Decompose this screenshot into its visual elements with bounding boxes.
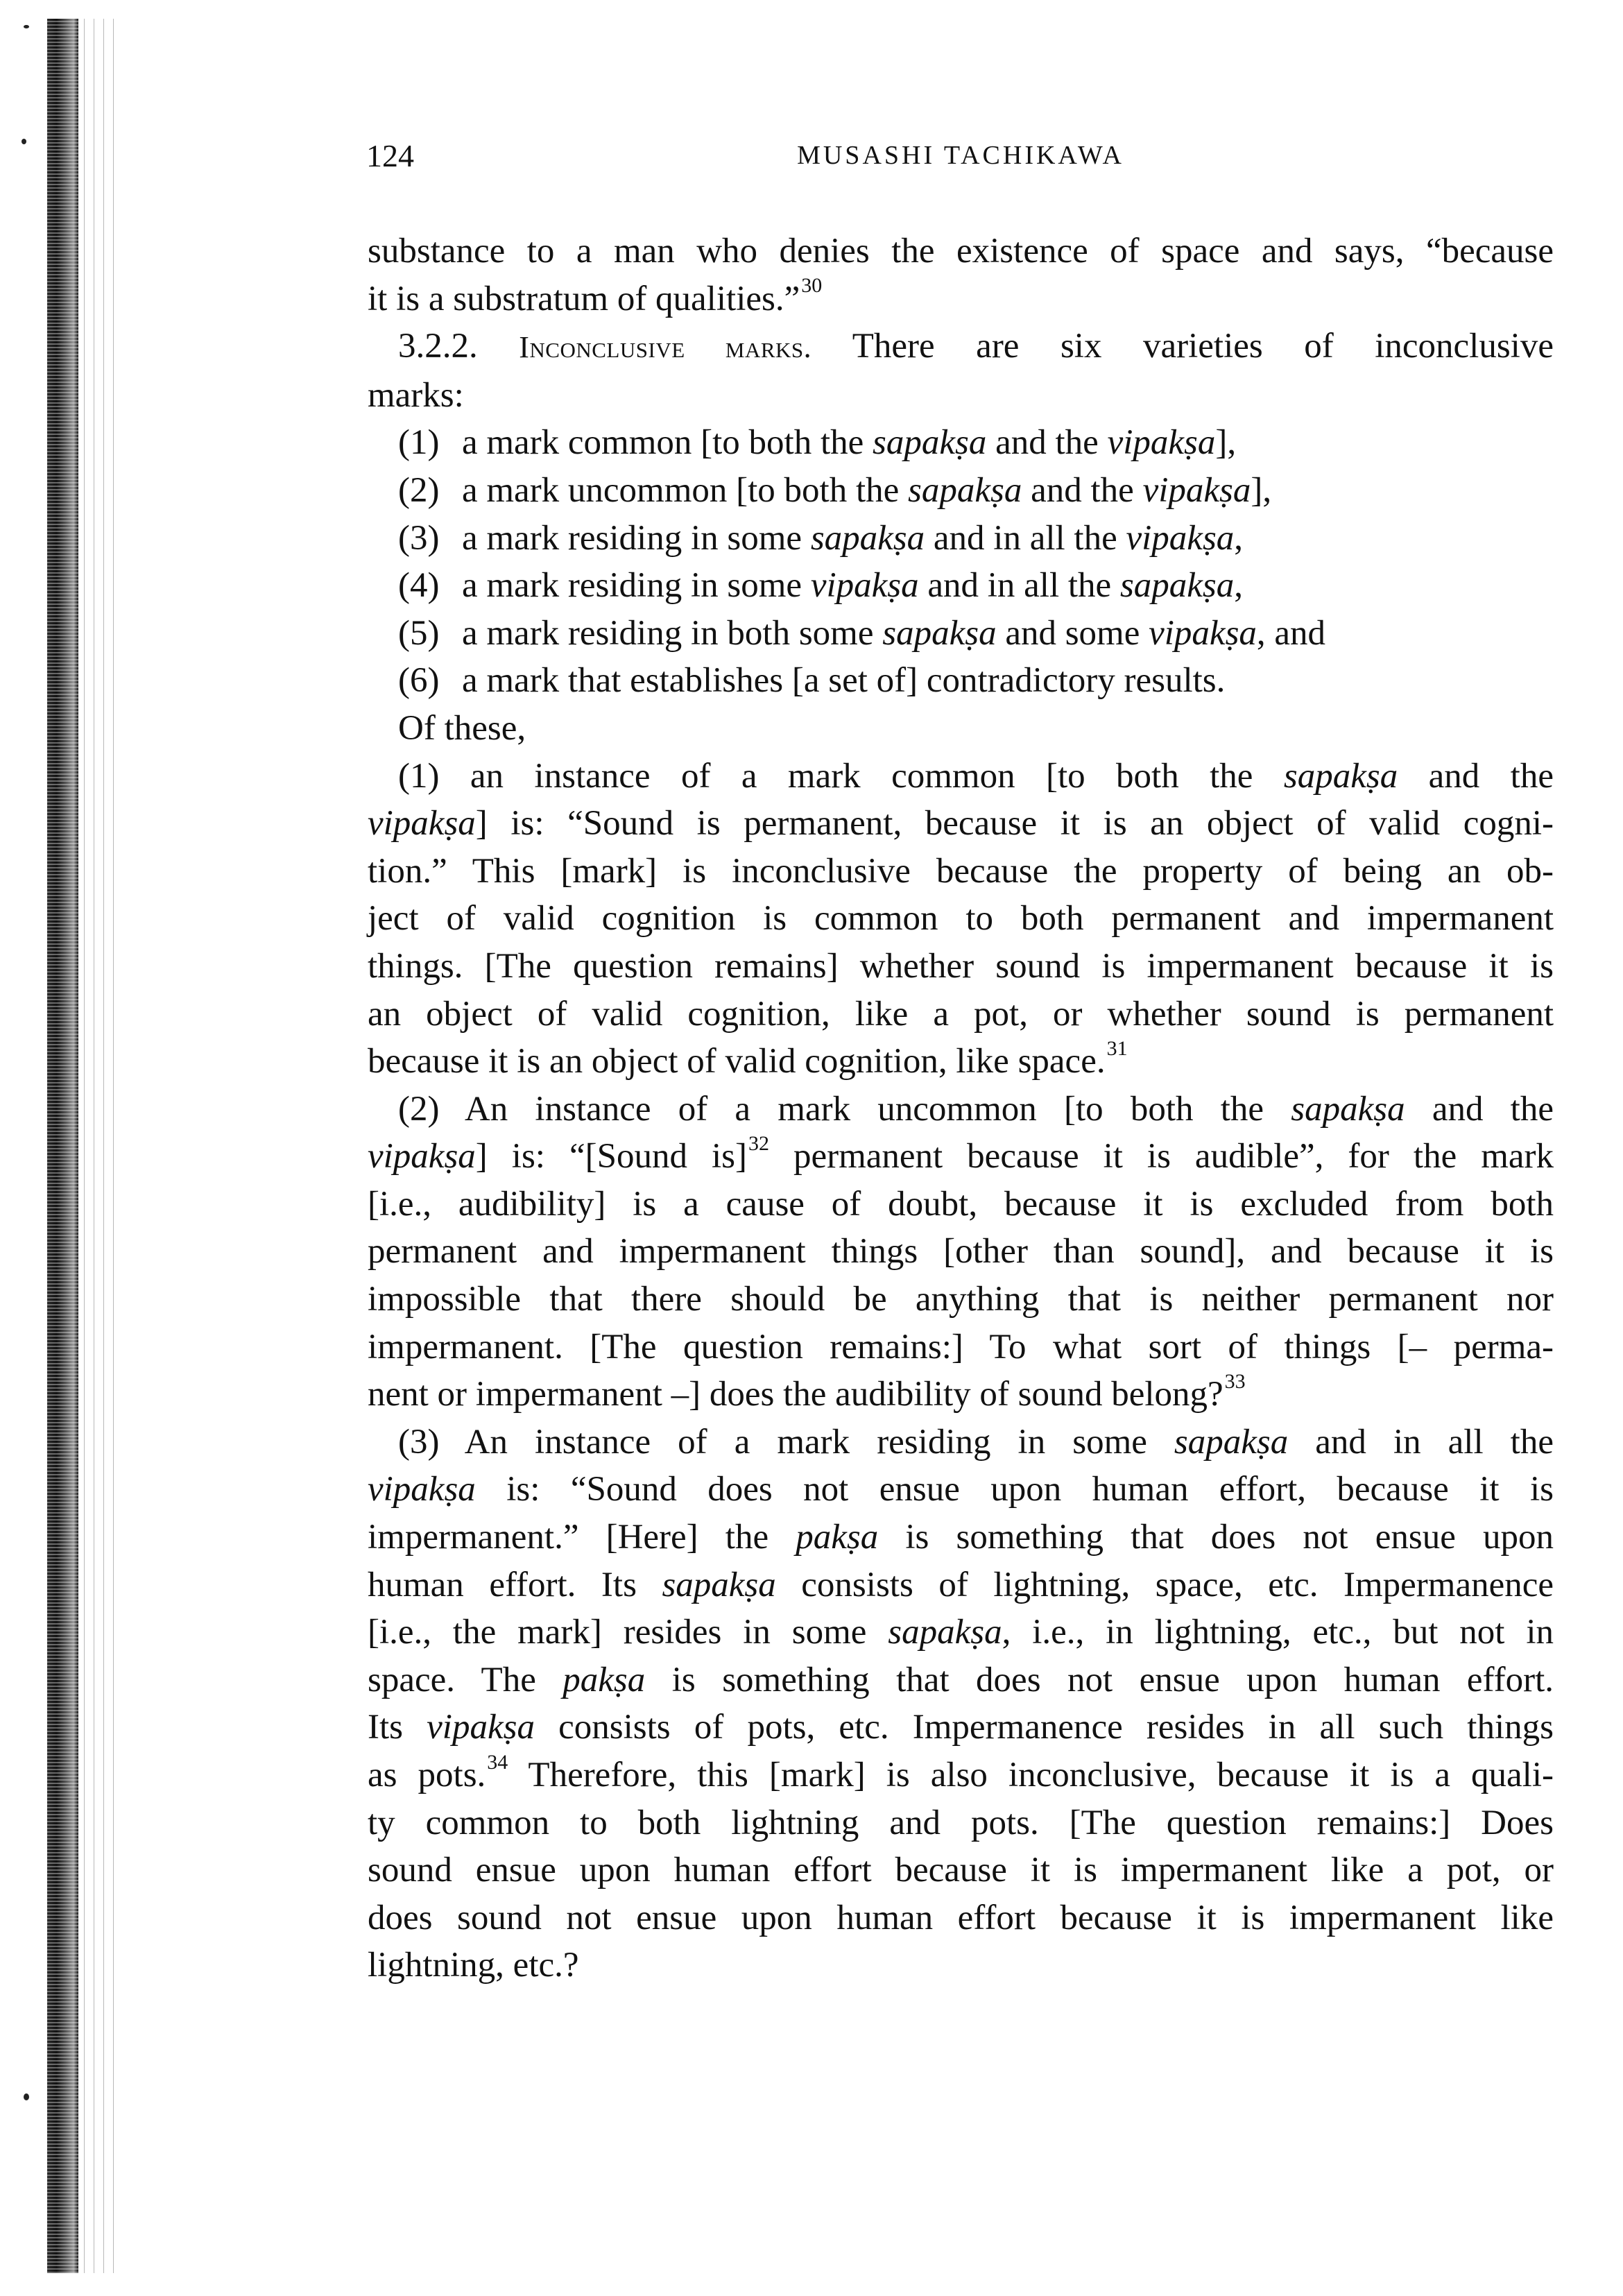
body-text (368, 228, 1554, 1989)
instance-2-paragraph (368, 1086, 1554, 1133)
text-line (368, 1704, 1554, 1751)
text-line: impossible that there should be anything that is neither permanent nor (368, 1280, 1554, 1319)
text-line: [i.e., audibility] is a cause of doubt, because it is excluded from both (368, 1184, 1554, 1224)
text-span: and in all the (925, 518, 1126, 558)
text-span: and the (986, 423, 1108, 463)
text-span: space. The (368, 1660, 563, 1699)
text-line (368, 1133, 1554, 1181)
text-line: things. [The question remains] whether sound is impermanent because it is (368, 946, 1554, 986)
text-line (368, 1466, 1554, 1514)
text-span: and the (1405, 1089, 1554, 1129)
text-line (368, 1656, 1554, 1704)
text-span: and in all the (918, 566, 1120, 606)
term: pakṣa (563, 1660, 646, 1699)
term: sapakṣa (1119, 566, 1235, 606)
scanned-binding-shadow (78, 19, 117, 2273)
text-line (368, 800, 1554, 848)
text-span: is something that does not ensue upon human effort. (645, 1660, 1554, 1699)
instance-3-continuation (368, 1466, 1554, 1989)
list-item (368, 515, 1554, 563)
text-span: it is a substratum of qualities.” (368, 279, 800, 318)
text-span: (3) An instance of a mark residing in some (398, 1422, 1174, 1462)
text-span: Its (368, 1708, 427, 1747)
text-span: a mark uncommon [to both the (462, 470, 909, 510)
text-line (368, 323, 1554, 372)
scan-speck (24, 25, 29, 28)
text-span: There are six varieties of inconclusive (852, 327, 1554, 366)
term: sapakṣa (882, 613, 997, 653)
text-line: substance to a man who denies the existence of space and says, “because (368, 232, 1554, 271)
text-line (368, 275, 1554, 323)
text-span: because it is an object of valid cognition, like space. (368, 1042, 1106, 1081)
instance-2-continuation (368, 1133, 1554, 1419)
text-span: ] is: “[Sound is] (475, 1137, 747, 1176)
term: vipakṣa (427, 1708, 535, 1747)
term: vipakṣa (368, 804, 476, 843)
text-span: permanent because it is audible”, for the mark (768, 1137, 1554, 1176)
text-span: human effort. Its (368, 1565, 662, 1604)
term: sapakṣa (873, 423, 987, 463)
scan-speck (24, 2093, 29, 2100)
text-span: Therefore, this [mark] is also inconclusive, because it is a quali- (508, 1756, 1554, 1794)
list-item (368, 657, 1554, 705)
footnote-ref[interactable]: 33 (1224, 1369, 1246, 1393)
text-line (368, 1514, 1554, 1561)
text-line: impermanent. [The question remains:] To what sort of things [– perma- (368, 1327, 1554, 1367)
list-number: (2) (398, 470, 440, 510)
term: vipakṣa (1149, 613, 1257, 653)
text-span: (2) An instance of a mark uncommon [to both the (398, 1089, 1291, 1129)
list-item (368, 419, 1554, 467)
term: sapakṣa (908, 470, 1022, 510)
text-line: marks: (368, 375, 464, 415)
text-span: as pots. (368, 1756, 486, 1794)
text-span: , (1234, 518, 1244, 558)
term: pakṣa (796, 1518, 879, 1557)
text-span: [i.e., the mark] resides in some (368, 1613, 888, 1652)
list-number: (3) (398, 518, 440, 558)
text-span: consists of lightning, space, etc. Impermanence (775, 1565, 1554, 1604)
text-span: (1) an instance of a mark common [to both the (398, 756, 1284, 796)
text-line (368, 1751, 1554, 1799)
term: sapakṣa (1283, 756, 1398, 796)
page-number: 124 (366, 138, 414, 173)
varieties-list (368, 419, 1554, 705)
text-span: ], (1215, 423, 1237, 463)
text-line (368, 753, 1554, 800)
text-line: tion.” This [mark] is inconclusive because the property of being an ob- (368, 851, 1554, 891)
text-line: an object of valid cognition, like a pot, or whether sound is permanent (368, 994, 1554, 1034)
text-span: Of these, (398, 708, 526, 748)
term: sapakṣa (888, 1613, 1002, 1652)
section-number: 3.2.2. (398, 327, 478, 366)
text-line: permanent and impermanent things [other than sound], and because it is (368, 1232, 1554, 1271)
text-line: sound ensue upon human effort because it is impermanent like a pot, or (368, 1851, 1554, 1890)
text-line (368, 1561, 1554, 1609)
text-line (368, 1419, 1554, 1466)
term: vipakṣa (1142, 470, 1251, 510)
term: vipakṣa (368, 1470, 476, 1509)
text-span: , i.e., in lightning, etc., but not in (1002, 1613, 1554, 1652)
of-these (368, 705, 1554, 753)
text-span: a mark that establishes [a set of] contradictory results. (462, 661, 1226, 701)
text-span: , (1234, 566, 1244, 606)
text-span: , and (1256, 613, 1326, 653)
footnote-ref[interactable]: 32 (748, 1131, 769, 1155)
footnote-ref[interactable]: 34 (487, 1750, 508, 1774)
text-span: impermanent.” [Here] the (368, 1518, 796, 1557)
term: vipakṣa (1107, 423, 1216, 463)
text-span: a mark common [to both the (462, 423, 873, 463)
list-number: (1) (398, 423, 440, 463)
instance-1-paragraph (368, 753, 1554, 800)
text-span: and the (1398, 756, 1554, 796)
text-span: ] is: “Sound is permanent, because it is an object of valid cogni- (475, 804, 1554, 843)
list-number: (4) (398, 566, 440, 606)
running-title: MUSASHI TACHIKAWA (797, 141, 1124, 170)
instance-1-continuation (368, 800, 1554, 1086)
text-span: is: “Sound does not ensue upon human effort, because it is (475, 1470, 1554, 1509)
text-span: a mark residing in some (462, 518, 811, 558)
running-head (368, 137, 1554, 179)
text-span: nent or impermanent –] does the audibility of sound belong? (368, 1375, 1223, 1414)
list-item (368, 610, 1554, 658)
footnote-ref[interactable]: 31 (1106, 1036, 1128, 1060)
text-span: ], (1251, 470, 1272, 510)
section-paragraph (368, 323, 1554, 372)
scanned-binding-edge (47, 19, 78, 2273)
list-item (368, 562, 1554, 610)
text-line: does sound not ensue upon human effort because it is impermanent like (368, 1898, 1554, 1937)
term: sapakṣa (1174, 1422, 1289, 1462)
text-line: ject of valid cognition is common to both permanent and impermanent (368, 899, 1554, 939)
term: vipakṣa (810, 566, 919, 606)
text-line (368, 1609, 1554, 1656)
paragraph-continuation (368, 372, 1554, 420)
term: vipakṣa (1126, 518, 1235, 558)
instance-3-paragraph (368, 1419, 1554, 1466)
text-line: lightning, etc.? (368, 1946, 579, 1985)
section-heading: Inconclusive marks. (519, 330, 812, 365)
text-span: a mark residing in some (462, 566, 811, 606)
text-line (368, 1371, 1554, 1419)
list-number: (5) (398, 613, 440, 653)
term: sapakṣa (662, 1565, 776, 1604)
scan-speck (22, 139, 26, 144)
text-line (368, 1038, 1554, 1086)
footnote-ref[interactable]: 30 (801, 274, 823, 298)
text-span: consists of pots, etc. Impermanence resides in all such things (534, 1708, 1554, 1747)
term: sapakṣa (810, 518, 925, 558)
text-line: ty common to both lightning and pots. [The question remains:] Does (368, 1803, 1554, 1842)
list-number: (6) (398, 661, 440, 701)
list-item (368, 467, 1554, 515)
term: sapakṣa (1291, 1089, 1405, 1129)
paragraph-continuation (368, 228, 1554, 323)
text-span: and in all the (1288, 1422, 1554, 1462)
term: vipakṣa (368, 1137, 476, 1176)
text-span: a mark residing in both some (462, 613, 883, 653)
text-span: and the (1022, 470, 1143, 510)
text-line (368, 1086, 1554, 1133)
text-span: and some (996, 613, 1149, 653)
text-span: is something that does not ensue upon (878, 1518, 1554, 1557)
